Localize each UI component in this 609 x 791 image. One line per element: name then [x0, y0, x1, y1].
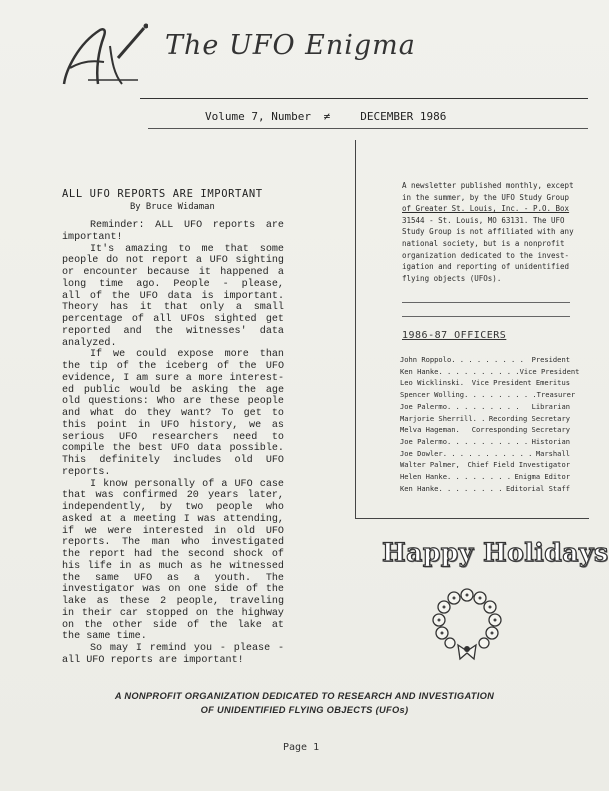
- officer-name: Joe Palermo: [400, 436, 447, 446]
- article-line: So may I remind you - please -: [90, 643, 284, 654]
- article-line: reports. The man who investigated: [62, 537, 284, 549]
- article-line: If we could expose more than: [90, 349, 284, 361]
- officer-row: [400, 366, 580, 378]
- article-line: all UFO reports are important!: [62, 654, 244, 666]
- officer-name: Ken Hanke: [400, 366, 439, 376]
- blurb-line: flying objects (UFOs).: [402, 273, 502, 283]
- blurb-line: of Greater St. Louis, Inc. - P.O. Box: [402, 204, 570, 214]
- article-line: evidence, I am sure a more interest-: [62, 372, 284, 384]
- happy-holidays-art: Happy Holidays: [382, 538, 609, 567]
- officer-row: [400, 459, 570, 471]
- officer-row: [400, 448, 570, 460]
- officer-leader-dots: ,: [455, 460, 460, 470]
- article-line: the tip of the iceberg of the UFO: [62, 361, 284, 372]
- blurb-line: national society, but is a nonprofit: [402, 238, 565, 248]
- officer-title: Librarian: [531, 401, 570, 411]
- officer-name: Spencer Wolling: [400, 390, 465, 400]
- officer-row: [400, 483, 570, 495]
- officer-name: Walter Palmer: [400, 460, 456, 470]
- officer-row: [400, 389, 576, 401]
- article-line: that was confirmed 20 years later,: [62, 490, 284, 502]
- officer-row: [400, 471, 570, 483]
- issue-line: [205, 110, 446, 123]
- officer-title: Chief Field Investigator: [467, 460, 570, 470]
- officers-heading: 1986-87 OFFICERS: [402, 330, 507, 341]
- blurb-line: igation and reporting of unidentified: [402, 262, 570, 272]
- article-line: his life in as much as he witnessed: [62, 560, 284, 572]
- article-line: this point in UFO history, we as: [62, 419, 284, 431]
- issue-rule: [148, 128, 588, 129]
- article-line: and what do they want? To get to: [62, 408, 284, 419]
- article-line: It's amazing to me that some: [90, 243, 284, 255]
- article-line: people do not report a UFO sighting: [62, 255, 284, 267]
- officer-name: John Roppolo: [400, 355, 452, 364]
- page-number: Page 1: [283, 742, 320, 753]
- article-line: if we were interested in old UFO: [62, 525, 284, 537]
- article-line: in their car stopped on the highway: [62, 607, 284, 619]
- officer-title: Marshall: [535, 448, 570, 458]
- masthead-rule: [140, 98, 588, 99]
- wreath-icon: [428, 585, 506, 663]
- ufo-enigma-logo: [58, 22, 148, 92]
- officer-leader-dots: . . . . . . . .: [438, 483, 503, 493]
- issue-number-glyph: ≠: [323, 110, 331, 123]
- officer-row: [400, 436, 570, 448]
- officer-leader-dots: . .: [472, 413, 486, 423]
- officer-title: Enigma Editor: [514, 472, 570, 482]
- blurb-line: Study Group is not affiliated with any: [402, 227, 574, 237]
- article-byline: By Bruce Widaman: [130, 202, 215, 212]
- article-line: asked at a meeting I was attending,: [62, 513, 284, 525]
- officer-leader-dots: . . . . . . . . . . .: [442, 448, 533, 458]
- article-line: I know personally of a UFO case: [90, 478, 284, 490]
- officer-title: President: [531, 355, 570, 364]
- article-line: the report had the second shock of: [62, 549, 284, 560]
- article-line: long time ago. People - please,: [62, 278, 284, 290]
- article-line: the same time.: [62, 631, 147, 643]
- officer-name: Helen Hanke: [400, 472, 447, 482]
- article-line: reports.: [62, 466, 111, 478]
- officer-name: Leo Wicklinski: [400, 378, 460, 388]
- officer-title: Historian: [531, 436, 570, 446]
- officer-name: Ken Hanke: [400, 483, 439, 493]
- article-line: ed public would be asking the age: [62, 384, 284, 396]
- article-line: independently, by two people who: [62, 502, 284, 513]
- article-line: the same UFO as a youth. The: [62, 572, 284, 584]
- officer-leader-dots: . . . . . . . . .: [464, 390, 537, 400]
- article-line: analyzed.: [62, 337, 117, 349]
- officer-row: [400, 401, 570, 413]
- officer-row: [400, 377, 570, 389]
- article-line: serious UFO researchers need to: [62, 431, 284, 443]
- newsletter-description: [402, 180, 577, 284]
- article-line: percentage of all UFOs sighted get: [62, 314, 284, 325]
- article-line: Reminder: ALL UFO reports are: [90, 220, 284, 231]
- officers-list: [400, 354, 580, 494]
- article-line: investigator was on one side of the: [62, 584, 284, 596]
- officer-leader-dots: . . . . . . . . .: [451, 355, 524, 364]
- volume-number: Volume 7, Number: [205, 110, 311, 123]
- sidebar-divider: [402, 302, 570, 303]
- article-line: important!: [62, 231, 123, 243]
- officer-leader-dots: . . . . . . . .: [446, 472, 512, 482]
- officer-leader-dots: . . . . . . . . . .: [438, 366, 520, 376]
- footer-tagline-line1: A NONPROFIT ORGANIZATION DEDICATED TO RESEARCH AND INVESTIGATION: [114, 691, 495, 701]
- officer-leader-dots: .: [455, 425, 460, 435]
- article-body: [62, 220, 284, 667]
- article-line: old questions: Who are these people: [62, 396, 284, 408]
- footer-tagline-line2: OF UNIDENTIFIED FLYING OBJECTS (UFOs): [200, 705, 409, 715]
- officer-leader-dots: . . . . . . . . .: [446, 401, 520, 411]
- blurb-line: in the summer, by the UFO Study Group: [402, 192, 570, 202]
- blurb-line: A newsletter published monthly, except: [402, 181, 574, 190]
- officer-title: Treasurer: [536, 390, 576, 400]
- officer-leader-dots: .: [459, 378, 465, 388]
- sidebar-divider: [402, 316, 570, 317]
- article-line: compile the best UFO data possible.: [62, 443, 284, 455]
- officer-name: Joe Dowler: [400, 448, 443, 458]
- article-title: ALL UFO REPORTS ARE IMPORTANT: [62, 188, 263, 200]
- officer-title: Editorial Staff: [505, 483, 570, 493]
- article-line: all of the UFO data is important.: [62, 290, 284, 302]
- officer-row: [400, 354, 570, 366]
- article-line: reported and the witnesses' data: [62, 325, 284, 337]
- blurb-line: 31544 - St. Louis, MO 63131. The UFO: [402, 215, 565, 225]
- article-line: on the other side of the lake at: [62, 619, 284, 631]
- newsletter-title: The UFO Enigma: [165, 30, 416, 61]
- officer-row: [400, 413, 570, 425]
- blurb-line: organization dedicated to the invest-: [402, 250, 570, 260]
- article-line: Theory has it that only a small: [62, 302, 284, 314]
- officer-leader-dots: . . . . . . . . . .: [446, 436, 529, 446]
- officer-title: Vice President Emeritus: [471, 378, 570, 388]
- officer-name: Joe Palermo: [400, 401, 447, 411]
- officer-name: Marjorie Sherrill: [400, 413, 473, 423]
- officer-row: [400, 424, 570, 436]
- article-line: lake as these 2 people, traveling: [62, 596, 284, 607]
- article-line: This definitely includes old UFO: [62, 455, 284, 466]
- officer-name: Melva Hageman: [400, 425, 456, 435]
- article-line: or encounter because it happened a: [62, 267, 284, 278]
- officer-title: Recording Secretary: [488, 413, 570, 423]
- officer-title: Corresponding Secretary: [471, 425, 570, 435]
- officer-title: Vice President: [519, 366, 580, 376]
- issue-date: DECEMBER 1986: [360, 110, 447, 123]
